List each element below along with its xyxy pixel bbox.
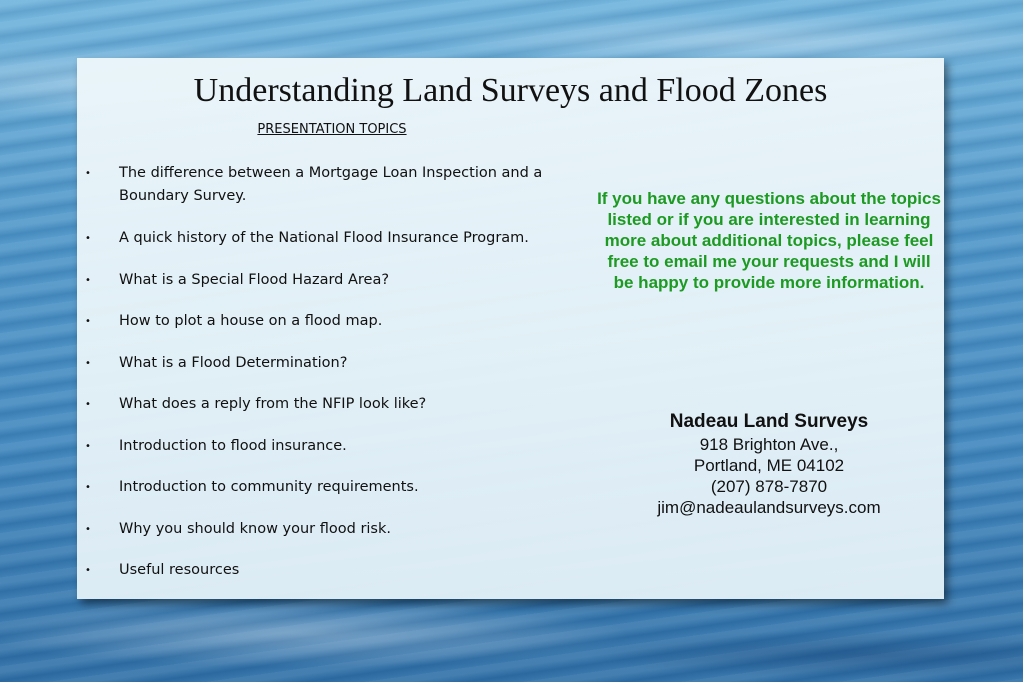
presentation-topics-heading: PRESENTATION TOPICS	[257, 122, 407, 137]
topic-text: The difference between a Mortgage Loan Inspection and a Boundary Survey.	[119, 165, 543, 204]
topic-item	[85, 352, 575, 394]
company-address: 918 Brighton Ave.,	[699, 435, 839, 454]
topic-text: A quick history of the National Flood Insurance Program.	[119, 230, 529, 246]
topic-text: Introduction to community requirements.	[119, 479, 419, 495]
bullet-icon: •	[85, 274, 91, 286]
slide-panel	[77, 58, 944, 599]
bullet-icon: •	[85, 565, 91, 576]
topic-item	[85, 476, 575, 518]
company-contact-block	[596, 410, 942, 518]
company-phone: (207) 878-7870	[710, 477, 828, 496]
bullet-icon: •	[85, 440, 91, 452]
bullet-icon: •	[85, 399, 91, 410]
company-city: Portland, ME 04102	[693, 456, 845, 475]
bullet-icon: •	[85, 357, 91, 369]
topic-text: Why you should know your flood risk.	[119, 520, 391, 537]
company-email: jim@nadeaulandsurveys.com	[657, 498, 881, 517]
topic-item	[85, 162, 575, 227]
topic-text: How to plot a house on a flood map.	[119, 313, 383, 329]
company-name: Nadeau Land Surveys	[669, 411, 869, 432]
topic-text: Useful resources	[119, 562, 240, 578]
slide-title: Understanding Land Surveys and Flood Zones	[193, 72, 828, 109]
topic-text: What is a Flood Determination?	[119, 354, 348, 371]
topic-item	[85, 518, 575, 560]
topic-item	[85, 559, 575, 582]
topic-item	[85, 435, 575, 477]
bullet-icon: •	[85, 168, 91, 179]
topic-item	[85, 393, 575, 435]
bullet-icon: •	[85, 523, 91, 535]
topic-text: What does a reply from the NFIP look like?	[119, 396, 427, 412]
topic-text: What is a Special Flood Hazard Area?	[119, 271, 390, 288]
topic-item	[85, 269, 575, 311]
topic-item	[85, 310, 575, 352]
topic-text: Introduction to flood insurance.	[119, 437, 347, 454]
bullet-icon: •	[85, 482, 91, 493]
bullet-icon: •	[85, 233, 91, 244]
topic-item	[85, 227, 575, 269]
bullet-icon: •	[85, 316, 91, 327]
topics-list	[85, 162, 575, 582]
contact-note: If you have any questions about the topics listed or if you are interested in learning more about additional topics, please feel free to email me your requests and I will be happy to provide more information.	[597, 189, 941, 292]
